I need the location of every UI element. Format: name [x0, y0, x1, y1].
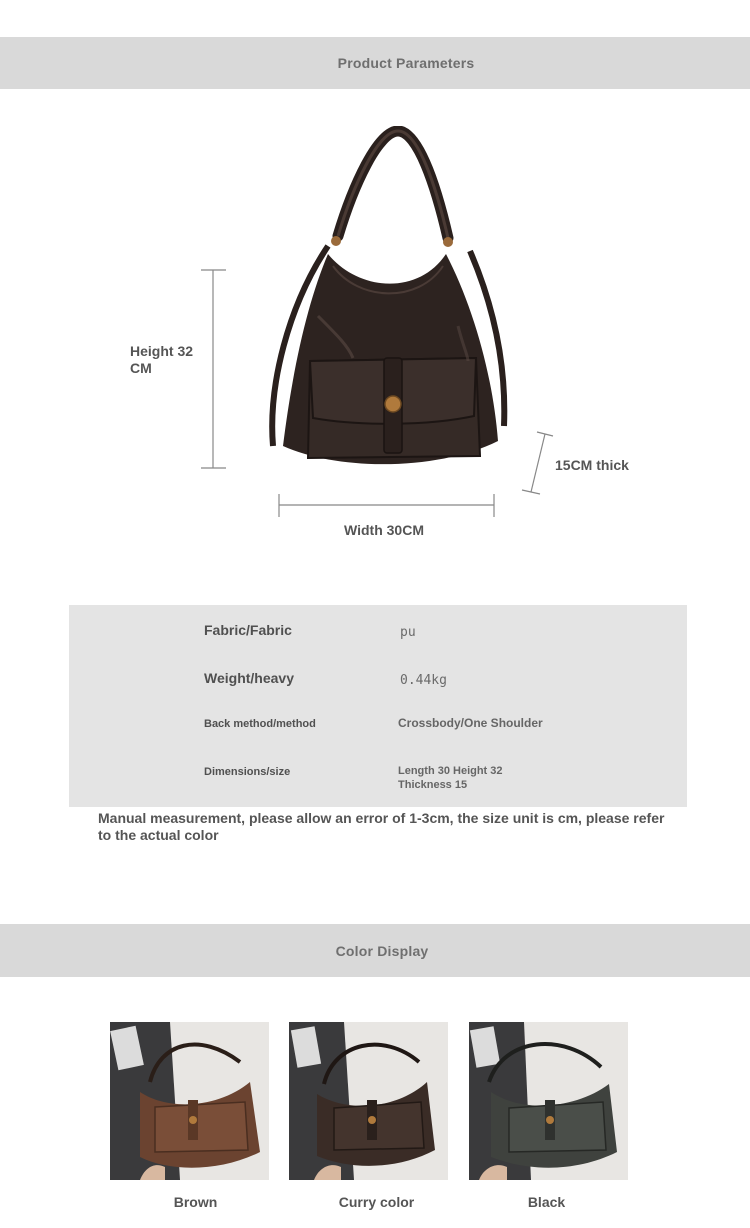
param-value-dimensions-line1: Length 30 Height 32 — [398, 765, 503, 777]
thickness-guide-line — [531, 434, 545, 492]
section-title: Product Parameters — [337, 55, 475, 71]
section-header-parameters — [0, 37, 750, 89]
product-bag-image — [258, 126, 520, 476]
param-value-weight: 0.44kg — [400, 673, 447, 688]
color-photo-brown — [110, 1022, 269, 1180]
color-label-black: Black — [527, 1194, 566, 1210]
parameters-table — [69, 605, 687, 807]
width-label: Width 30CM — [344, 522, 424, 538]
color-photo-black — [469, 1022, 628, 1180]
param-value-fabric: pu — [400, 625, 416, 640]
param-label-fabric: Fabric/Fabric — [204, 622, 292, 638]
param-label-dimensions: Dimensions/size — [204, 766, 291, 778]
thickness-label: 15CM thick — [555, 457, 629, 473]
height-label: Height 32 CM — [130, 343, 194, 376]
param-label-back-method: Back method/method — [204, 718, 316, 730]
param-value-dimensions-line2: Thickness 15 — [398, 779, 468, 791]
param-label-weight: Weight/heavy — [204, 670, 294, 686]
section-title: Color Display — [335, 942, 429, 959]
section-header-colors — [0, 924, 750, 977]
measurement-note: Manual measurement, please allow an error of 1-3cm, the size unit is cm, please refer to the actual color — [98, 810, 665, 843]
color-photo-curry — [289, 1022, 448, 1180]
param-value-dimensions — [398, 764, 503, 792]
color-label-curry: Curry color — [338, 1194, 415, 1210]
param-value-back-method: Crossbody/One Shoulder — [398, 716, 543, 730]
color-label-brown: Brown — [173, 1194, 218, 1210]
